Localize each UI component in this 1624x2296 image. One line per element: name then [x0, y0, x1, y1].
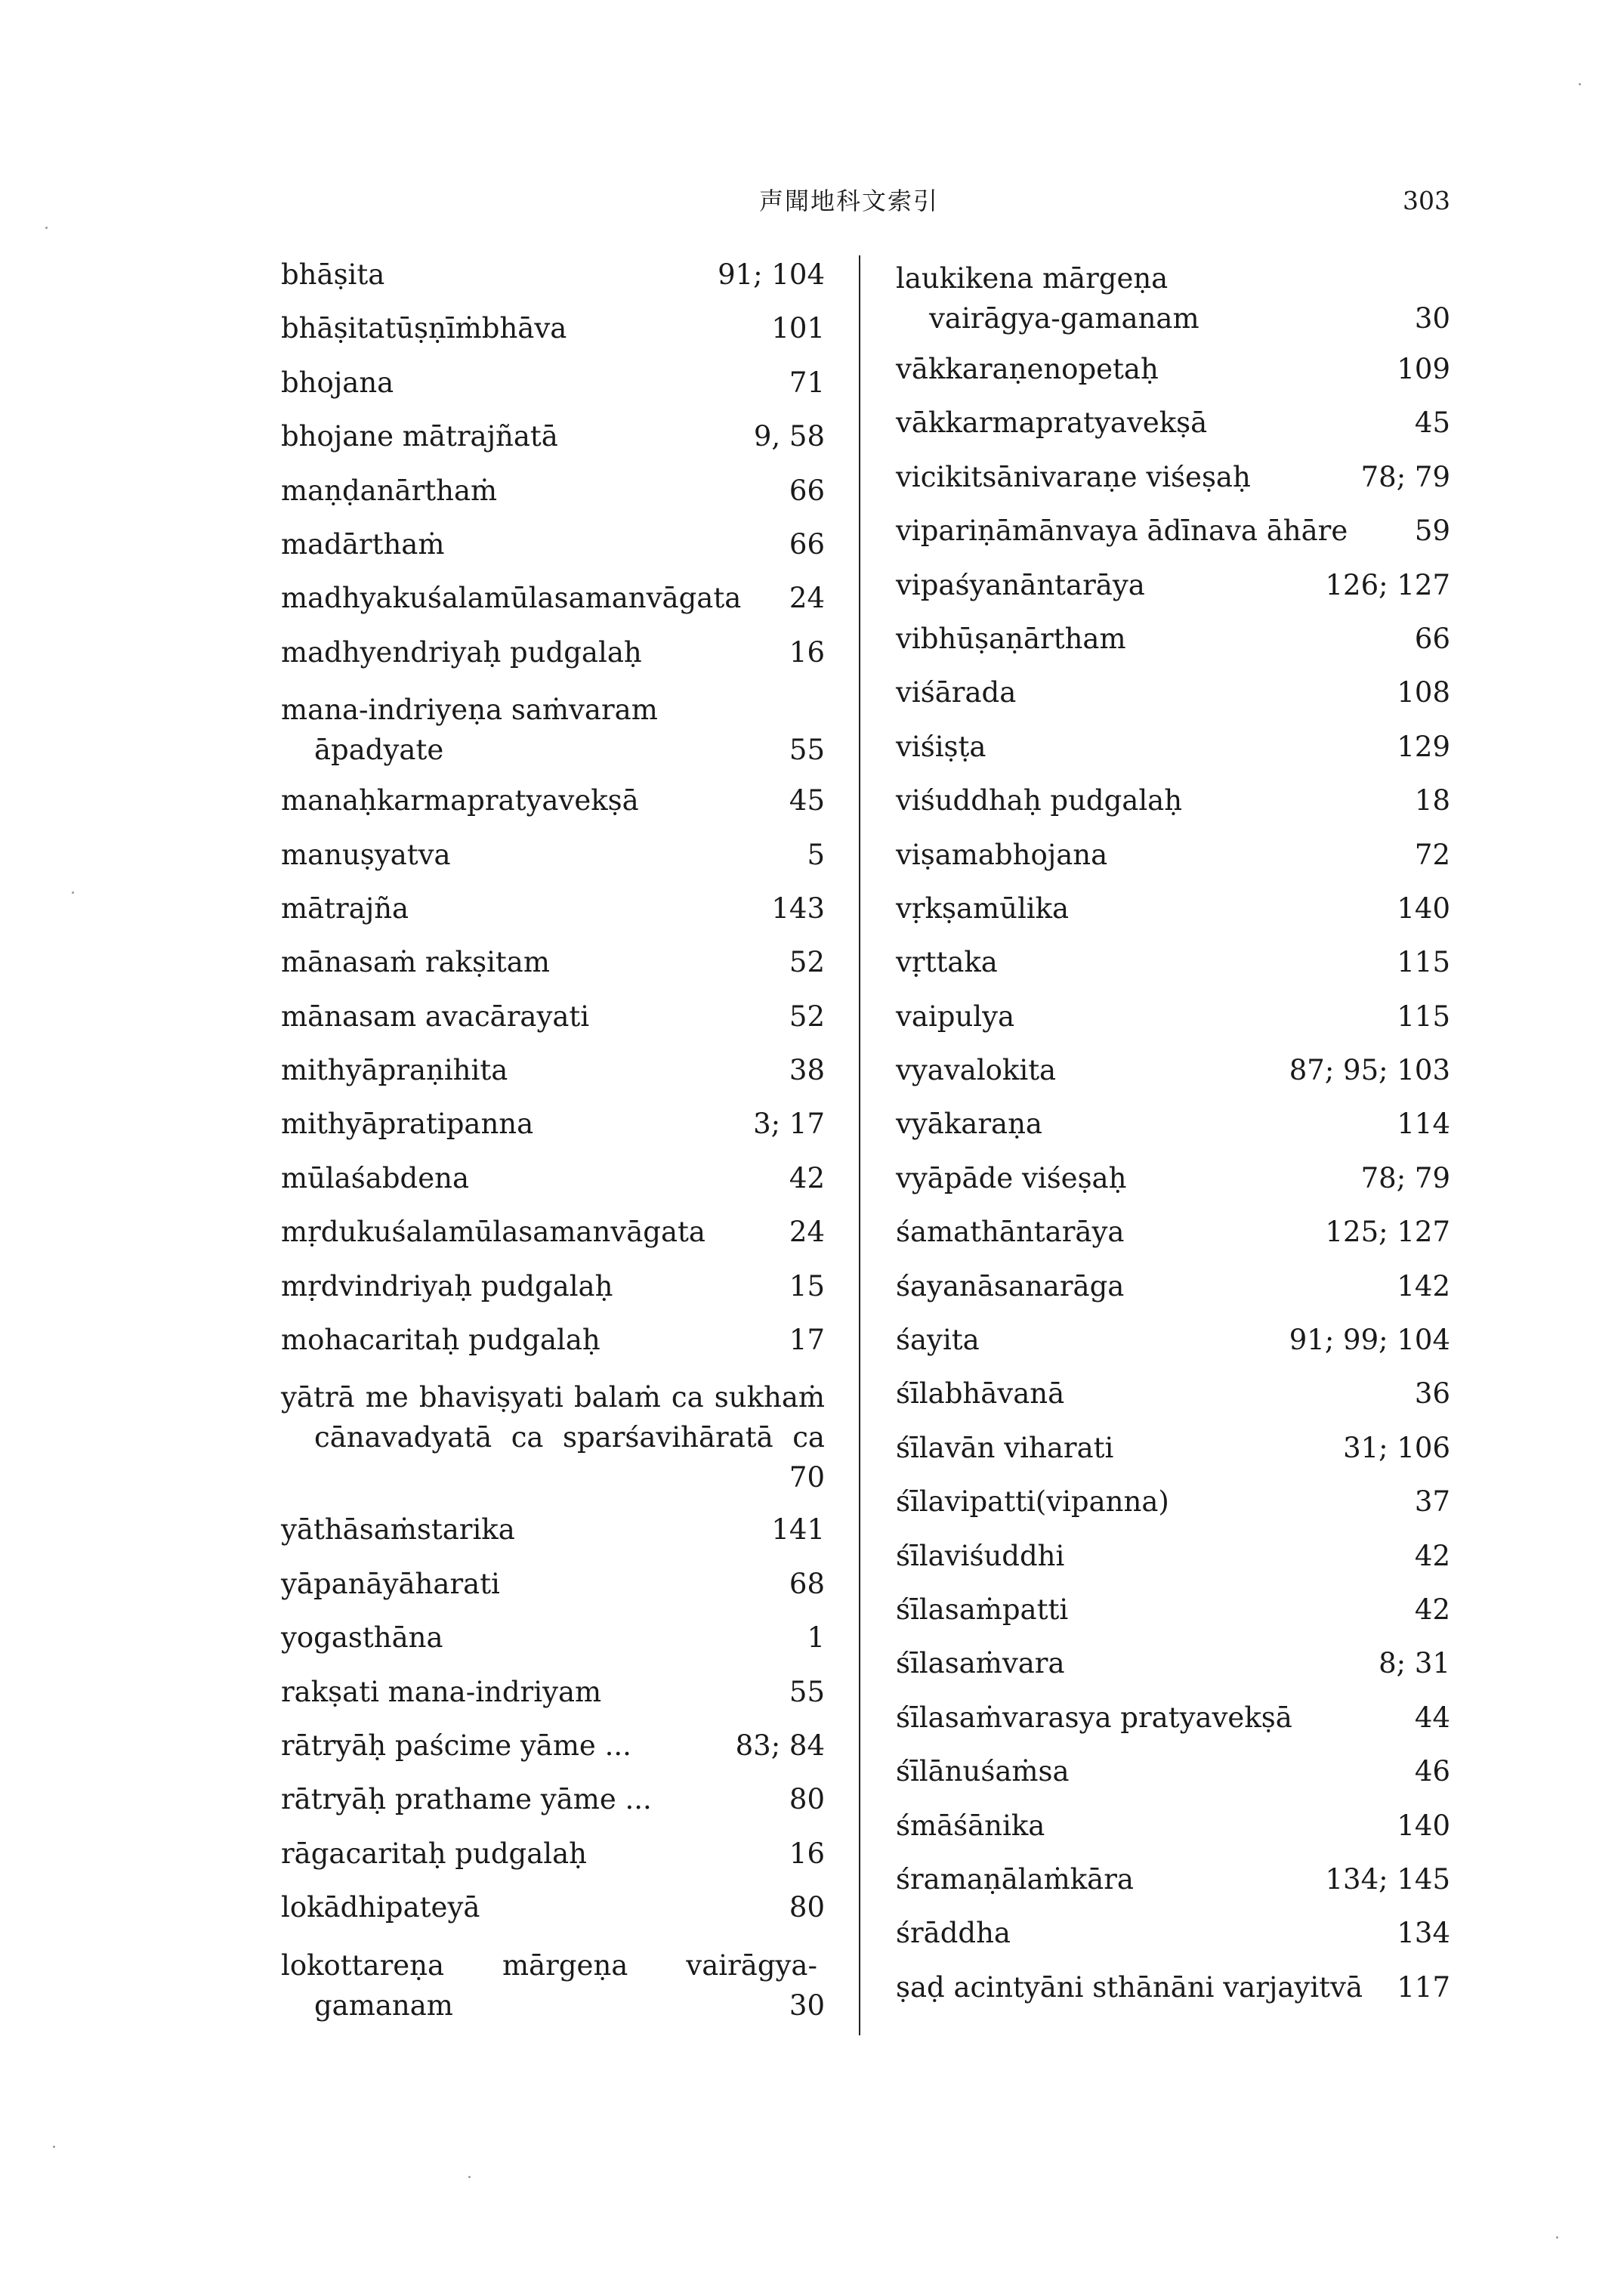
- index-pages: 45: [789, 784, 825, 817]
- index-pages: 30: [1414, 302, 1450, 335]
- index-term: mithyāpratipanna: [281, 1108, 534, 1141]
- index-entry: [281, 1728, 825, 1781]
- index-term: vyākaraṇa: [896, 1108, 1042, 1141]
- index-entry: [281, 1566, 825, 1620]
- index-pages: 42: [789, 1161, 825, 1194]
- index-entry: [896, 1160, 1450, 1214]
- index-entry: [281, 580, 825, 634]
- index-pages: 140: [1397, 892, 1450, 925]
- index-entry: [281, 1376, 825, 1512]
- index-pages: 142: [1397, 1269, 1450, 1303]
- index-term: vibhūṣaṇārtham: [896, 622, 1126, 655]
- index-term: vṛttaka: [896, 946, 998, 979]
- index-entry: [896, 513, 1450, 567]
- index-term: mṛdukuśalamūlasamanvāgata: [281, 1216, 705, 1249]
- index-entry: [281, 944, 825, 998]
- index-term: bhāṣitatūṣṇīṁbhāva: [281, 312, 567, 345]
- index-pages: 72: [1414, 838, 1450, 871]
- index-term: bhāṣita: [281, 258, 385, 291]
- index-term: vaipulya: [896, 1000, 1015, 1033]
- index-entry: [896, 459, 1450, 513]
- index-pages: 134; 145: [1325, 1862, 1450, 1896]
- index-term: yātrā me bhaviṣyati balaṁ ca sukhaṁ cānavadyatā ca sparśavihāratā ca: [281, 1381, 825, 1454]
- index-pages: 18: [1414, 784, 1450, 817]
- index-entry: [896, 1052, 1450, 1106]
- index-term: śramaṇālaṁkāra: [896, 1862, 1134, 1896]
- index-pages: 66: [789, 527, 825, 561]
- index-entry: [281, 635, 825, 688]
- index-entry: [281, 1106, 825, 1160]
- index-pages: 8; 31: [1379, 1647, 1450, 1680]
- index-pages: 91; 104: [718, 258, 825, 291]
- index-entry: [281, 1512, 825, 1565]
- index-pages: 38: [789, 1054, 825, 1087]
- index-term: śayanāsanarāga: [896, 1269, 1125, 1303]
- index-pages: 30: [789, 1989, 825, 2022]
- index-pages: 68: [789, 1567, 825, 1600]
- index-term: vipaśyanāntarāya: [896, 568, 1145, 601]
- index-pages: 55: [789, 1675, 825, 1708]
- index-term: rātryāḥ prathame yāme ...: [281, 1783, 652, 1816]
- index-term: ṣaḍ acintyāni sthānāni varjayitvā: [896, 1970, 1363, 2004]
- index-pages: 24: [789, 1216, 825, 1249]
- index-pages: 15: [789, 1269, 825, 1303]
- index-pages: 71: [789, 366, 825, 399]
- scan-speck: [72, 892, 74, 894]
- index-entry: [896, 1430, 1450, 1484]
- index-entry: [896, 891, 1450, 944]
- index-entry: [896, 621, 1450, 675]
- index-term: vipariṇāmānvaya ādīnava āhāre: [896, 515, 1348, 548]
- index-term: śīlasaṁpatti: [896, 1593, 1069, 1626]
- scan-speck: [45, 227, 48, 229]
- index-term: viṣamabhojana: [896, 838, 1108, 871]
- index-entry: [896, 405, 1450, 459]
- index-pages: 140: [1397, 1809, 1450, 1842]
- index-pages: 42: [1414, 1593, 1450, 1626]
- index-pages: 52: [789, 1000, 825, 1033]
- index-term: śīlavipatti(vipanna): [896, 1485, 1169, 1519]
- index-term: śīlavān viharati: [896, 1431, 1114, 1464]
- index-entry: [281, 1781, 825, 1835]
- index-term: manaḥkarmapratyavekṣā: [281, 784, 639, 817]
- index-term: rātryāḥ paścime yāme ...: [281, 1729, 631, 1762]
- index-pages: 143: [771, 892, 825, 925]
- index-pages: 115: [1397, 1000, 1450, 1033]
- index-entry: [896, 675, 1450, 728]
- index-entry: [281, 688, 825, 783]
- index-entry: [896, 567, 1450, 621]
- index-term: bhojane mātrajñatā: [281, 420, 558, 453]
- index-term: lokādhipateyā: [281, 1891, 480, 1924]
- index-pages: 83; 84: [735, 1729, 825, 1762]
- index-pages: 3; 17: [753, 1108, 825, 1141]
- index-pages: 42: [1414, 1539, 1450, 1572]
- index-term: vākkaraṇenopetaḥ: [896, 353, 1159, 385]
- index-term: vṛkṣamūlika: [896, 892, 1070, 925]
- index-entry: [896, 1754, 1450, 1807]
- index-term: vyavalokita: [896, 1054, 1057, 1087]
- index-entry: [281, 1890, 825, 1943]
- index-pages: 5: [807, 838, 825, 871]
- index-entry: [281, 1674, 825, 1728]
- index-term: śīlasaṁvara: [896, 1647, 1065, 1680]
- index-entry: [896, 1808, 1450, 1862]
- index-pages: 78; 79: [1360, 1161, 1450, 1194]
- index-pages: 1: [807, 1621, 825, 1655]
- index-entry: [896, 1538, 1450, 1592]
- index-term: śrāddha: [896, 1917, 1011, 1950]
- index-pages: 129: [1397, 730, 1450, 763]
- index-term: mṛdvindriyaḥ pudgalaḥ: [281, 1269, 613, 1303]
- index-term: mātrajña: [281, 892, 409, 925]
- index-entry: [896, 1915, 1450, 1969]
- index-entry: [896, 1970, 1450, 2023]
- index-pages: 80: [789, 1891, 825, 1924]
- index-entry: [281, 837, 825, 891]
- index-entry: [896, 257, 1450, 351]
- running-header-title: 声聞地科文索引: [759, 187, 940, 215]
- index-term: madhyakuśalamūlasamanvāgata: [281, 582, 742, 615]
- index-term: viśuddhaḥ pudgalaḥ: [896, 784, 1183, 817]
- index-pages: 36: [1414, 1377, 1450, 1411]
- index-term: viśiṣṭa: [896, 730, 986, 763]
- index-term: vākkarmapratyavekṣā: [896, 406, 1208, 440]
- index-pages: 16: [789, 1837, 825, 1870]
- index-term: vicikitsānivaraṇe viśeṣaḥ: [896, 460, 1251, 493]
- index-entry: [281, 1322, 825, 1376]
- index-entry: [281, 473, 825, 527]
- index-entry: [896, 999, 1450, 1052]
- scan-speck: [1579, 83, 1581, 85]
- index-entry: [896, 837, 1450, 891]
- index-term: viśārada: [896, 676, 1017, 709]
- index-pages: 108: [1397, 676, 1450, 709]
- index-pages: 101: [771, 312, 825, 345]
- index-entry: [896, 1269, 1450, 1322]
- index-entry: [281, 999, 825, 1052]
- index-term: laukikena mārgeṇa vairāgya-gamanam: [896, 262, 1199, 335]
- index-entry: [281, 1620, 825, 1673]
- index-entry: [281, 257, 825, 311]
- index-entry: [896, 1322, 1450, 1376]
- index-term: yogasthāna: [281, 1621, 443, 1655]
- index-pages: 44: [1414, 1701, 1450, 1734]
- index-pages: 87; 95; 103: [1289, 1054, 1450, 1087]
- index-column-right: [896, 257, 1450, 2023]
- index-pages: 55: [789, 734, 825, 767]
- index-entry: [281, 1836, 825, 1890]
- index-term: mānasaṁ rakṣitam: [281, 946, 550, 979]
- scan-speck: [53, 2146, 55, 2148]
- index-pages: 37: [1414, 1485, 1450, 1519]
- index-term: mohacaritaḥ pudgalaḥ: [281, 1324, 601, 1357]
- index-term: vyāpāde viśeṣaḥ: [896, 1161, 1127, 1194]
- index-term: madārthaṁ: [281, 527, 445, 561]
- index-entry: [281, 311, 825, 364]
- index-entry: [896, 1376, 1450, 1429]
- index-term: rakṣati mana-indriyam: [281, 1675, 602, 1708]
- index-pages: 59: [1414, 515, 1450, 548]
- index-entry: [896, 783, 1450, 836]
- index-term: yāthāsaṁstarika: [281, 1513, 515, 1547]
- index-term: śīlaviśuddhi: [896, 1539, 1065, 1572]
- index-entry: [281, 783, 825, 836]
- index-entry: [896, 1214, 1450, 1268]
- index-pages: 109: [1397, 353, 1450, 385]
- index-term: yāpanāyāharati: [281, 1567, 500, 1600]
- index-pages: 9, 58: [753, 420, 825, 453]
- index-pages: 17: [789, 1324, 825, 1357]
- index-entry: [281, 419, 825, 472]
- index-pages: 117: [1397, 1970, 1450, 2004]
- scan-speck: [468, 2176, 471, 2178]
- index-entry: [281, 891, 825, 944]
- index-entry: [896, 1646, 1450, 1699]
- index-pages: 125; 127: [1325, 1216, 1450, 1249]
- index-entry: [896, 729, 1450, 783]
- index-pages: 31; 106: [1343, 1431, 1450, 1464]
- index-entry: [281, 1160, 825, 1214]
- index-pages: 66: [789, 474, 825, 507]
- index-entry: [281, 1944, 825, 2038]
- index-term: mūlaśabdena: [281, 1161, 470, 1194]
- index-term: śayita: [896, 1324, 980, 1357]
- index-pages: 70: [789, 1461, 825, 1494]
- index-entry: [281, 1269, 825, 1322]
- index-pages: 115: [1397, 946, 1450, 979]
- index-entry: [281, 1052, 825, 1106]
- index-term: śīlānuśaṁsa: [896, 1755, 1070, 1788]
- index-term: śamathāntarāya: [896, 1216, 1125, 1249]
- page-number: 303: [1403, 186, 1450, 215]
- index-term: mithyāpraṇihita: [281, 1054, 508, 1087]
- index-term: lokottareṇa mārgeṇa vairāgya-gamanam: [281, 1948, 817, 2022]
- index-pages: 66: [1414, 622, 1450, 655]
- index-entry: [896, 1484, 1450, 1537]
- index-pages: 52: [789, 946, 825, 979]
- index-pages: 78; 79: [1360, 460, 1450, 493]
- index-pages: 80: [789, 1783, 825, 1816]
- index-entry: [896, 1106, 1450, 1160]
- index-column-left: [281, 257, 825, 2038]
- index-term: bhojana: [281, 366, 394, 399]
- index-term: śīlabhāvanā: [896, 1377, 1065, 1411]
- index-term: maṇḍanārthaṁ: [281, 474, 498, 507]
- index-term: śmāśānika: [896, 1809, 1045, 1842]
- index-entry: [896, 1700, 1450, 1754]
- index-term: madhyendriyaḥ pudgalaḥ: [281, 635, 642, 669]
- index-term: rāgacaritaḥ pudgalaḥ: [281, 1837, 587, 1870]
- index-entry: [281, 1214, 825, 1268]
- scan-speck: [1556, 2236, 1558, 2239]
- index-pages: 114: [1397, 1108, 1450, 1141]
- index-entry: [281, 527, 825, 580]
- index-entry: [896, 944, 1450, 998]
- index-term: manuṣyatva: [281, 838, 451, 871]
- index-pages: 126; 127: [1325, 568, 1450, 601]
- index-pages: 141: [771, 1513, 825, 1547]
- index-entry: [281, 365, 825, 419]
- index-term: mana-indriyeṇa saṁvaram āpadyate: [281, 694, 658, 767]
- index-term: mānasam avacārayati: [281, 1000, 590, 1033]
- index-pages: 91; 99; 104: [1289, 1324, 1450, 1357]
- index-pages: 45: [1414, 406, 1450, 440]
- index-entry: [896, 1592, 1450, 1646]
- index-entry: [896, 1862, 1450, 1915]
- index-entry: [896, 351, 1450, 405]
- column-divider: [859, 255, 860, 2035]
- index-pages: 16: [789, 635, 825, 669]
- index-pages: 24: [789, 582, 825, 615]
- index-term: śīlasaṁvarasya pratyavekṣā: [896, 1701, 1292, 1734]
- index-pages: 46: [1414, 1755, 1450, 1788]
- index-pages: 134: [1397, 1917, 1450, 1950]
